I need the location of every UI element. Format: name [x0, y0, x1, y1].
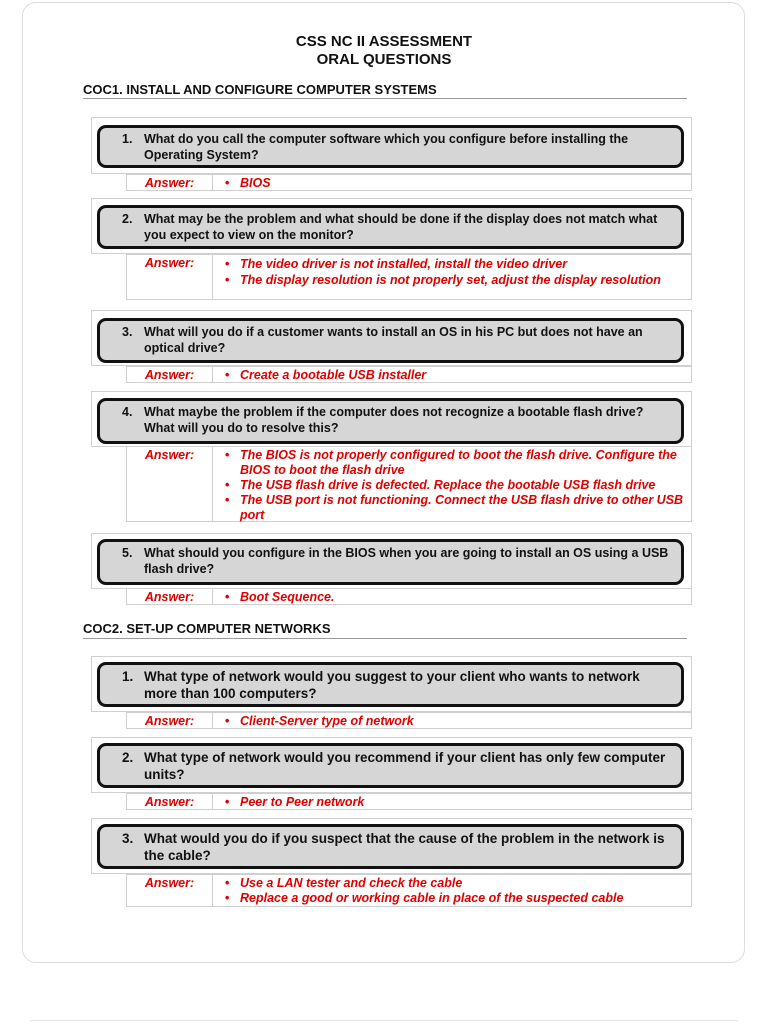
- answer-item: • Replace a good or working cable in place of the suspected cable: [225, 891, 624, 905]
- answer-list: [223, 175, 685, 191]
- answer-row: [126, 588, 692, 605]
- bullet-icon: •: [225, 493, 230, 507]
- bullet-icon: •: [225, 478, 230, 492]
- bullet-icon: •: [225, 448, 230, 462]
- question-text: What should you configure in the BIOS when you are going to install an OS using a USB flash drive?: [144, 546, 669, 576]
- question-box: [97, 398, 684, 444]
- section-heading-coc2: COC2. SET-UP COMPUTER NETWORKS: [83, 621, 331, 636]
- bullet-icon: •: [225, 891, 230, 905]
- answer-item: • The USB port is not functioning. Connect the USB flash drive to other USB port: [225, 493, 684, 522]
- answer-list: [223, 448, 685, 523]
- answer-label: Answer:: [127, 589, 213, 604]
- bullet-icon: •: [225, 273, 230, 287]
- bullet-icon: •: [225, 876, 230, 890]
- bullet-icon: •: [225, 368, 230, 382]
- question-number: 1.: [122, 132, 133, 146]
- answer-item: • Use a LAN tester and check the cable: [225, 876, 463, 890]
- answer-row: [126, 174, 692, 191]
- answer-list: [223, 876, 685, 906]
- answer-label: Answer:: [127, 447, 213, 521]
- answer-item: • The display resolution is not properly set, adjust the display resolution: [225, 273, 661, 287]
- answer-list: [223, 257, 685, 287]
- answer-label: Answer:: [127, 175, 213, 190]
- question-number: 3.: [122, 325, 133, 339]
- answer-item: • Boot Sequence.: [225, 590, 335, 604]
- answer-label: Answer:: [127, 255, 213, 299]
- answer-item: • The BIOS is not properly configured to boot the flash drive. Configure the BIOS to boot the flash drive: [225, 448, 677, 477]
- question-number: 5.: [122, 546, 133, 560]
- page-footer-divider: [30, 1020, 738, 1021]
- answer-item: • The video driver is not installed, install the video driver: [225, 257, 568, 271]
- question-box: [97, 125, 684, 168]
- question-number: 1.: [122, 669, 134, 684]
- answer-label: Answer:: [127, 794, 213, 809]
- question-box: [97, 318, 684, 363]
- answer-item: • Client-Server type of network: [225, 714, 414, 728]
- bullet-icon: •: [225, 176, 230, 190]
- question-box: [97, 539, 684, 585]
- question-text: What do you call the computer software which you configure before installing the Operating System?: [144, 132, 629, 162]
- question-box: [97, 824, 684, 869]
- bullet-icon: •: [225, 257, 230, 271]
- section-rule: [83, 638, 687, 639]
- question-number: 4.: [122, 405, 133, 419]
- question-text: What type of network would you suggest to your client who wants to network more than 100 computers?: [144, 669, 640, 701]
- answer-label: Answer:: [127, 367, 213, 382]
- answer-row: [126, 254, 692, 300]
- document-subtitle: ORAL QUESTIONS: [316, 51, 452, 68]
- question-box: [97, 743, 684, 788]
- bullet-icon: •: [225, 590, 230, 604]
- document-title: CSS NC II ASSESSMENT: [295, 33, 473, 50]
- question-number: 3.: [122, 831, 134, 846]
- answer-item: • The USB flash drive is defected. Replace the bootable USB flash drive: [225, 478, 656, 492]
- question-text: What will you do if a customer wants to install an OS in his PC but does not have an optical drive?: [144, 325, 643, 355]
- answer-row: [126, 793, 692, 810]
- answer-row: [126, 366, 692, 383]
- answer-row: [126, 446, 692, 522]
- question-text: What maybe the problem if the computer does not recognize a bootable flash drive? What will you do to resolve this?: [144, 405, 644, 435]
- answer-label: Answer:: [127, 713, 213, 728]
- answer-list: [223, 713, 685, 729]
- question-box: [97, 662, 684, 707]
- question-box: [97, 205, 684, 249]
- answer-label: Answer:: [127, 875, 213, 906]
- section-rule: [83, 98, 687, 99]
- answer-list: [223, 367, 685, 383]
- bullet-icon: •: [225, 795, 230, 809]
- answer-row: [126, 874, 692, 907]
- question-number: 2.: [122, 212, 133, 226]
- bullet-icon: •: [225, 714, 230, 728]
- answer-list: [223, 589, 685, 605]
- question-text: What type of network would you recommend if your client has only few computer units?: [144, 750, 666, 782]
- answer-list: [223, 794, 685, 810]
- answer-item: • BIOS: [225, 176, 271, 190]
- answer-item: • Create a bootable USB installer: [225, 368, 427, 382]
- question-text: What would you do if you suspect that the cause of the problem in the network is the cable?: [144, 831, 665, 863]
- question-text: What may be the problem and what should be done if the display does not match what you expect to view on the monitor?: [144, 212, 658, 242]
- answer-item: • Peer to Peer network: [225, 795, 365, 809]
- answer-row: [126, 712, 692, 729]
- question-number: 2.: [122, 750, 134, 765]
- section-heading-coc1: COC1. INSTALL AND CONFIGURE COMPUTER SYSTEMS: [83, 82, 437, 97]
